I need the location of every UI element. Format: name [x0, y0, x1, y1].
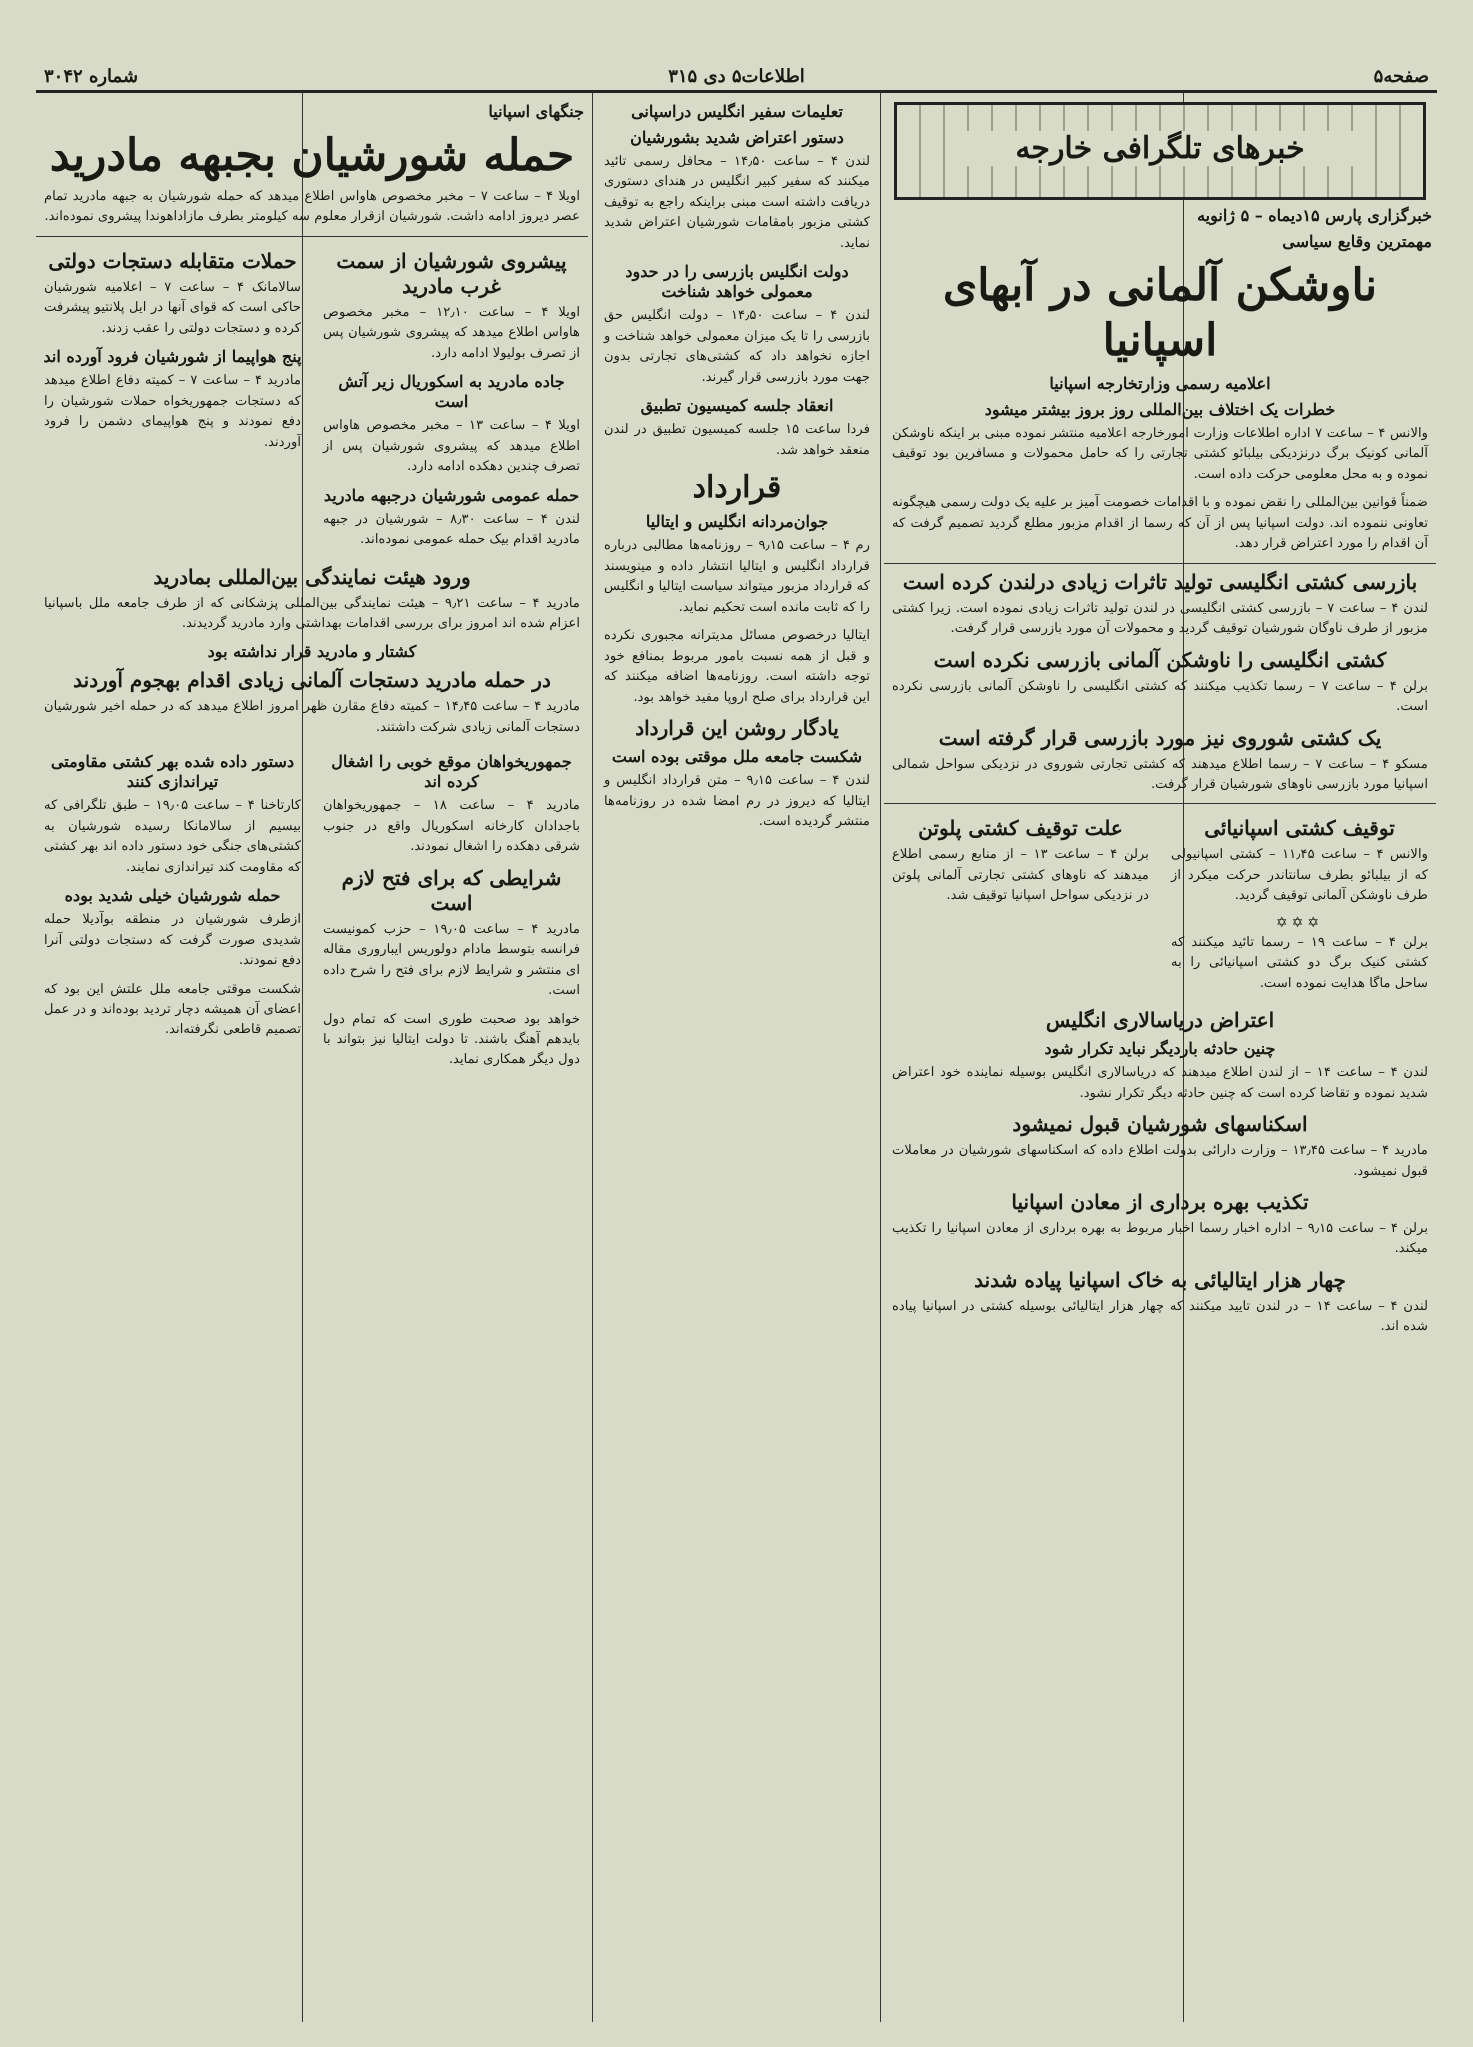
article-text: مادرید ۴ – ساعت ۱۹٫۰۵ – حزب کمونیست فرانسه بتوسط مادام دولوریس ایباروری مقاله ای منتشر و شرایط لازم برای فتح را شرح داده است.	[323, 921, 581, 999]
subheadline: جوان‌مردانه انگلیس و ایتالیا	[645, 512, 829, 532]
article-text: لندن ۴ – ساعت ۷ – بازرسی کشتی انگلیسی در لندن تولید تاثرات زیادی نموده است. زیرا کشتی مزبور از طرف ناوگان شورشیان توقیف گردید و محمولات آن مورد بازرسی قرار گرفت.	[892, 600, 1428, 637]
headline: جاده مادرید به اسکوریال زیر آتش است	[338, 372, 565, 412]
kicker: مهمترین وقایع سیاسی	[1282, 232, 1432, 251]
article-text: مادرید ۴ – ساعت ۷ – کمیته دفاع اطلاع میدهد که دستجات جمهوریخواه حملات شورشیان را دفع نمودند و پنج هواپیمای دشمن را فرود آوردند.	[44, 373, 302, 450]
article-text: اویلا ۴ – ساعت ۱۳ – مخبر مخصوص هاواس اطلاع میدهد که پیشروی شورشیان پس از تصرف چندین دهکده ادامه دارد.	[323, 418, 580, 475]
dateline: خبرگزاری پارس ۱۵دیماه – ۵ ژانویه	[1197, 206, 1432, 225]
column-rule	[592, 92, 593, 2022]
article-text: لندن ۴ – ساعت ۱۴٫۵۰ – محافل رسمی تائید میکنند که سفیر کبیر انگلیس در هندای دستوری دریافت داشته است مبنی براینکه راجع به توقیف کشتی مزبور بامقامات شورشیان اعتراض شدید نماید.	[604, 154, 870, 251]
subheadline: دستور اعتراض شدید بشورشیان	[630, 128, 844, 147]
article-text: اویلا ۴ – ساعت ۷ – مخبر مخصوص هاواس اطلاع میدهد که حمله شورشیان به جبهه مادرید تمام عصر دیروز ادامه داشت. شورشیان ازقرار معلوم سه کیلومتر بطرف مازاداهوندا پیشروی نموده‌اند.	[44, 189, 581, 225]
page-number: صفحه۵	[1373, 66, 1429, 87]
article-text: مسکو ۴ – ساعت ۷ – رسما اطلاع میدهند که کشتی تجارتی شوروی در نزدیکی سواحل شمالی اسپانیا مورد بازرسی ناوهای شورشیان قرار گرفت.	[892, 756, 1428, 792]
headline: اعتراض دریاسالاری انگلیس	[1045, 1008, 1275, 1033]
article-text: لندن ۴ – ساعت ۹٫۱۵ – متن قرارداد انگلیس و ایتالیا که دیروز در رم امضا شده در روزنامه‌ها منتشر گردیده است.	[604, 773, 871, 830]
headline: دولت انگلیس بازرسی را در حدود معمولی خواهد شناخت	[625, 262, 849, 302]
article-text: برلن ۴ – ساعت ۱۳ – از منابع رسمی اطلاع میدهند که ناوهای کشتی تجارتی آلمانی پلوتن در نزدیکی سواحل اسپانیا توقیف شد.	[892, 847, 1149, 904]
headline: تعلیمات سفیر انگلیس دراسپانی	[631, 102, 843, 121]
headline: یک کشتی شوروی نیز مورد بازرسی قرار گرفته است	[938, 725, 1382, 750]
ornament: ✡✡✡	[1275, 914, 1324, 931]
headline: ورود هیئت نمایندگی بین‌المللی بمادرید	[153, 564, 471, 589]
article-text: مادرید ۴ – ساعت ۱۳٫۴۵ – وزارت دارائی بدولت اطلاع داده که اسکناسهای شورشیان در معاملات قبول نمیشود.	[892, 1143, 1428, 1179]
article-text: لندن ۴ – ساعت ۱۴ – از لندن اطلاع میدهند که دریاسالاری انگلیس بوسیله نماینده خود اعتراض شدید نموده و تقاضا کرده است که چنین حادثه دیگر تکرار نشود.	[892, 1065, 1429, 1101]
article-text: کارتاخنا ۴ – ساعت ۱۹٫۰۵ – طبق تلگرافی که بیسیم از سالامانکا رسیده شورشیان به کشتی‌های جنگی خود دستور داده اند بهر کشتی که مقاومت کند تیراندازی نمایند.	[44, 798, 301, 875]
article-text: شکست موقتی جامعه ملل علتش این بود که اعضای آن همیشه دچار تردید بوده‌اند و در عمل تصمیم قاطعی نگرفته‌اند.	[44, 981, 301, 1038]
article-text: برلن ۴ – ساعت ۷ – رسما تکذیب میکنند که کشتی انگلیسی را ناوشکن آلمانی بازرسی نکرده است.	[892, 678, 1429, 715]
headline: بازرسی کشتی انگلیسی تولید تاثرات زیادی درلندن کرده است	[902, 569, 1418, 594]
divider	[884, 563, 1436, 564]
subheadline: خطرات یک اختلاف بین‌المللی روز بروز بیشتر میشود	[984, 400, 1336, 419]
article-text: لندن ۴ – ساعت ۱۴٫۵۰ – دولت انگلیس حق بازرسی را تا یک میزان معمولی خواهد شناخت و اجازه نخواهد داد که کشتی‌های تجارتی بدون جهت مورد بازرسی قرار گیرند.	[604, 308, 871, 385]
headline: حمله عمومی شورشیان درجبهه مادرید	[323, 485, 580, 505]
article-text: والانس ۴ – ساعت ۷ اداره اطلاعات وزارت امورخارجه اعلامیه منتشر نموده مبنی بر اینکه ناوشکن آلمانی کونیک برگ درنزدیکی بیلبائو کشتی تجارتی را که حامل محمولات و مسافرین بود توقیف نموده و به محل معلومی حرکت داده است.	[892, 426, 1428, 482]
section-logo	[894, 102, 1426, 200]
article-text: لندن ۴ – ساعت ۸٫۳۰ – شورشیان در جبهه مادرید اقدام بیک حمله عمومی نموده‌اند.	[323, 511, 580, 548]
headline: اسکناسهای شورشیان قبول نمیشود	[1012, 1112, 1308, 1137]
article-text: فردا ساعت ۱۵ جلسه کمیسیون تطبیق در لندن منعقد خواهد شد.	[604, 422, 870, 458]
divider	[36, 236, 588, 237]
subheadline: اعلامیه رسمی وزارتخارجه اسپانیا	[1049, 374, 1271, 393]
article-text: برلن ۴ – ساعت ۹٫۱۵ – اداره اخبار رسما اخبار مربوط به بهره برداری از معادن اسپانیا را تکذیب میکند.	[892, 1220, 1428, 1257]
article-text: اویلا ۴ – ساعت ۱۲٫۱۰ – مخبر مخصوص هاواس اطلاع میدهد که پیشروی شورشیان پس از تصرف بولیولا ادامه دارد.	[323, 304, 580, 361]
headline: شرایطی که برای فتح لازم است	[341, 865, 562, 915]
headline: قرارداد	[692, 469, 782, 505]
column-rule	[880, 92, 881, 2022]
headline: کشتی انگلیسی را ناوشکن آلمانی بازرسی نکرده است	[933, 647, 1387, 672]
two-column-block	[36, 746, 588, 1079]
headline: حمله شورشیان بجبهه مادرید	[49, 130, 575, 181]
article-text: سالامانک ۴ – ساعت ۷ – اعلامیه شورشیان حاکی است که قوای آنها در ایل پلانتیو پیشرفت کرده و دستجات دولتی را عقب زدند.	[44, 279, 301, 336]
column-foreign-telegrams	[884, 96, 1436, 2021]
subheadline: شکست جامعه ملل موقتی بوده است	[611, 747, 863, 767]
headline: حملات متقابله دستجات دولتی	[48, 248, 297, 273]
article-text: خواهد بود صحبت طوری است که تمام دول بایدهم آهنگ باشند. تا دولت ایتالیا نیز بتواند با دول دیگر همکاری نماید.	[323, 1011, 580, 1068]
headline: جمهوریخواهان موقع خوبی را اشغال کرده اند	[331, 752, 572, 792]
article-text: مادرید ۴ – ساعت ۱۴٫۴۵ – کمیته دفاع مقارن ظهر امروز اطلاع میدهد که در حمله اخیر شورشیان دستجات آلمانی زیادی شرکت داشتند.	[44, 699, 581, 735]
article-text: ایتالیا درخصوص مسائل مدیترانه مجبوری نکرده و قبل از همه نسبت بامور مربوط بمنافع خود توجه داشته است. روزنامه‌ها اضافه میکنند که این قرارداد برای صلح اروپا مفید خواهد بود.	[604, 628, 870, 705]
article-text: ازطرف شورشیان در منطقه بوآدیلا حمله شدیدی صورت گرفت که دستجات دولتی آنرا دفع نمودند.	[44, 912, 301, 969]
divider	[884, 803, 1436, 804]
headline: توقیف کشتی اسپانیائی	[1204, 816, 1395, 841]
article-text: مادرید ۴ – ساعت ۱۸ – جمهوریخواهان باجدادان کارخانه اسکوریال واقع در جنوب شرقی دهکده را اشغال نمودند.	[323, 798, 580, 855]
headline: علت توقیف کشتی پلوتن	[918, 816, 1123, 841]
article-text: لندن ۴ – ساعت ۱۴ – در لندن تایید میکنند که چهار هزار ایتالیائی بوسیله کشتی در اسپانیا پیاده شده اند.	[892, 1298, 1428, 1335]
headline: حمله شورشیان خیلی شدید بوده	[64, 886, 281, 906]
paper-title: اطلاعات۵ دی ۳۱۵	[668, 66, 805, 87]
headline: پنج هواپیما از شورشیان فرود آورده اند	[43, 347, 302, 367]
column-middle	[596, 96, 878, 2021]
article-text: والانس ۴ – ساعت ۱۱٫۴۵ – کشتی اسپانیولی که از بیلبائو بطرف سانتاندر حرکت میکرد از طرف ناوشکن آلمانی توقیف گردید.	[1171, 847, 1428, 904]
article-text: برلن ۴ – ساعت ۱۹ – رسما تائید میکنند که کشتی کنیک برگ دو کشتی اسپانیائی را به ساحل ماگا هدایت نموده است.	[1171, 934, 1428, 991]
headline: ناوشکن آلمانی در آبهای اسپانیا	[942, 260, 1378, 366]
subheadline: چنین حادثه باردیگر نباید تکرار شود	[1044, 1039, 1276, 1059]
article-text: رم ۴ – ساعت ۹٫۱۵ – روزنامه‌ها مطالبی درباره قرارداد انگلیس و ایتالیا انتشار داده و مینویسند که قرارداد مزبور میتواند سیاست ایتالیا و انگلیس را که ثابت مانده است تحکیم نماید.	[604, 538, 871, 615]
issue-number: شماره ۳۰۴۲	[44, 66, 139, 87]
headline: دستور داده شده بهر کشتی مقاومتی تیراندازی کنند	[50, 752, 295, 792]
headline: چهار هزار ایتالیائی به خاک اسپانیا پیاده شدند	[974, 1267, 1346, 1292]
kicker: جنگهای اسپانیا	[488, 102, 584, 121]
column-spanish-war	[36, 96, 588, 2021]
article-text: مادرید ۴ – ساعت ۹٫۲۱ – هیئت نمایندگی بین‌المللی پزشکانی که از طرف جامعه ملل باسپانیا اعزام شده اند امروز برای بررسی اقدامات بهداشتی وارد مادرید گردیدند.	[44, 595, 580, 631]
headline: کشتار و مادرید قرار نداشته بود	[207, 642, 417, 662]
masthead	[36, 64, 1437, 93]
headline: انعقاد جلسه کمیسیون تطبیق	[640, 396, 834, 416]
headline: پیشروی شورشیان از سمت غرب مادرید	[336, 248, 567, 298]
two-column-block	[884, 810, 1436, 1002]
headline: تکذیب بهره برداری از معادن اسپانیا	[1011, 1189, 1309, 1214]
article-text: ضمناً قوانین بین‌المللی را نقض نموده و با اقدامات خصومت آمیز بر علیه یک دولت رسمی هیچگونه تعاونی ننموده اند. دولت اسپانیا پس از آن که رسما از اقدام مزبور مطلع گردید تصمیم گرفت که آن اقدام را مورد اعتراض قرار دهد.	[892, 495, 1428, 552]
headline: در حمله مادرید دستجات آلمانی زیادی اقدام بهجوم آوردند	[73, 668, 551, 693]
headline: یادگار روشن این قرارداد	[635, 716, 839, 741]
two-column-block	[36, 243, 588, 559]
section-logo-text: خبرهای تلگرافی خارجه	[967, 131, 1353, 166]
